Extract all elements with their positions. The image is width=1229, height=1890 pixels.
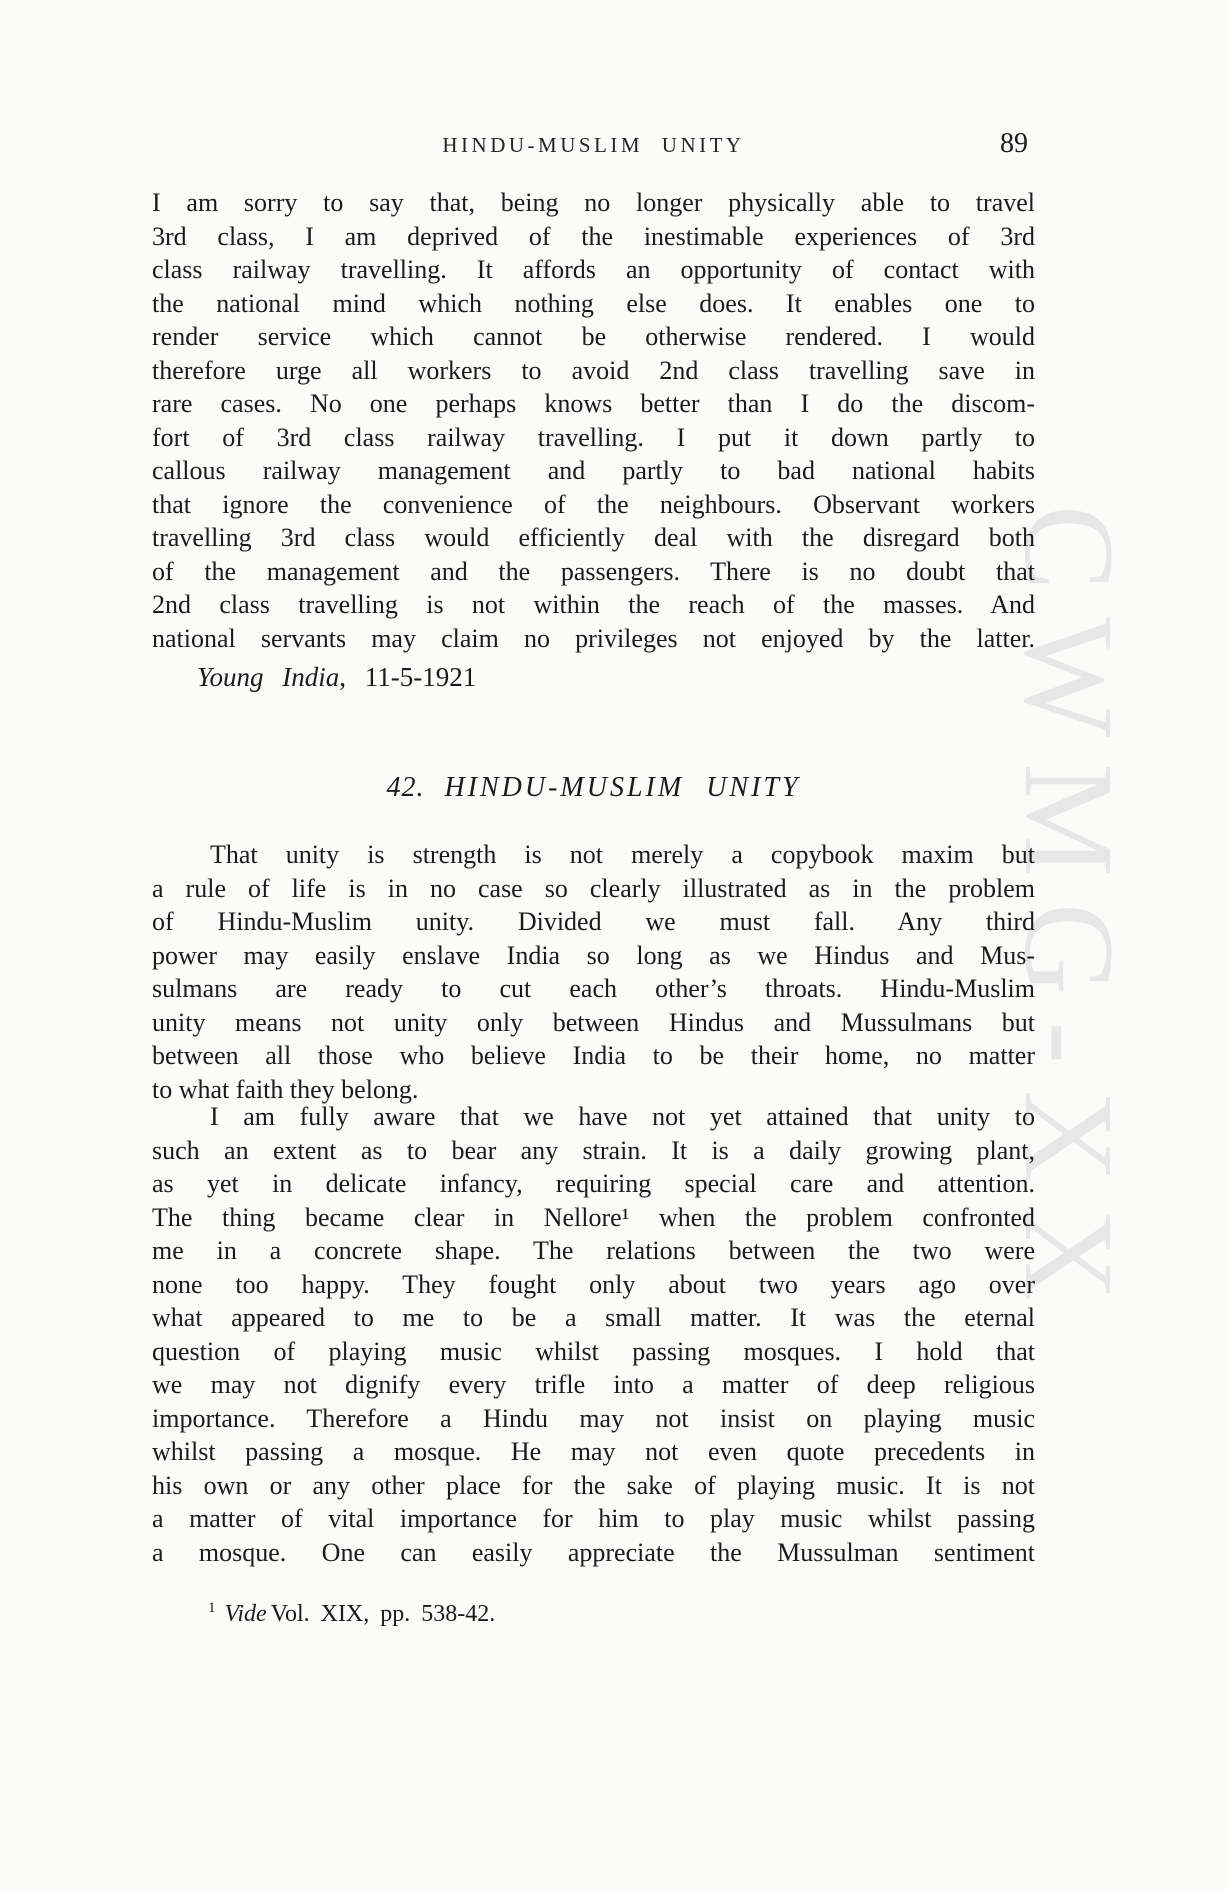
text-line: 3rd class, I am deprived of the inestimable experiences of 3rd <box>152 221 1035 251</box>
text-line: that ignore the convenience of the neighbours. Observant workers <box>152 489 1035 519</box>
text-line: therefore urge all workers to avoid 2nd class travelling save in <box>152 355 1035 385</box>
text-line: to what faith they belong. <box>152 1074 419 1104</box>
text-line: his own or any other place for the sake of playing music. It is not <box>152 1470 1035 1500</box>
footnote-marker: 1 <box>208 1600 216 1616</box>
text-line: national servants may claim no privileges not enjoyed by the latter. <box>152 623 1035 653</box>
text-line: a matter of vital importance for him to play music whilst passing <box>152 1504 1035 1533</box>
paragraph-nellore-incident <box>152 1100 1035 1569</box>
text-line: importance. Therefore a Hindu may not insist on playing music <box>152 1403 1035 1433</box>
text-line: what appeared to me to be a small matter. It was the eternal <box>152 1303 1035 1332</box>
text-line: whilst passing a mosque. He may not even quote precedents in <box>152 1437 1035 1466</box>
text-line: such an extent as to bear any strain. It is a daily growing plant, <box>152 1135 1035 1165</box>
footnote-reference: Vol. XIX, pp. 538-42. <box>270 1601 496 1627</box>
footnote <box>208 1600 495 1628</box>
text-line: a rule of life is in no case so clearly illustrated as in the problem <box>152 873 1035 903</box>
text-line: none too happy. They fought only about two years ago over <box>152 1269 1035 1299</box>
cwmg-volume-watermark: CWMG-XX <box>998 505 1140 1327</box>
text-line: we may not dignify every trifle into a matter of deep religious <box>152 1370 1035 1399</box>
paragraph-excerpt-3rd-class-travel <box>152 186 1035 655</box>
text-line: as yet in delicate infancy, requiring special care and attention. <box>152 1169 1035 1198</box>
text-line: render service which cannot be otherwise rendered. I would <box>152 322 1035 351</box>
text-line: between all those who believe India to be their home, no matter <box>152 1041 1035 1070</box>
text-line: fort of 3rd class railway travelling. I put it down partly to <box>152 422 1035 452</box>
text-line: That unity is strength is not merely a copybook maxim but <box>210 840 1035 869</box>
text-line: I am fully aware that we have not yet attained that unity to <box>210 1102 1035 1131</box>
text-line: power may easily enslave India so long as we Hindus and Mus- <box>152 940 1035 970</box>
text-line: The thing became clear in Nellore¹ when the problem confronted <box>152 1202 1035 1232</box>
text-line: a mosque. One can easily appreciate the Mussulman sentiment <box>152 1537 1035 1567</box>
text-line: question of playing music whilst passing mosques. I hold that <box>152 1336 1035 1366</box>
section-heading <box>152 772 1035 804</box>
text-line: 2nd class travelling is not within the reach of the masses. And <box>152 590 1035 619</box>
page-number: 89 <box>1000 128 1028 159</box>
text-line: travelling 3rd class would efficiently deal with the disregard both <box>152 523 1035 552</box>
citation-source-title: Young India <box>197 662 340 692</box>
footnote-vide-label: Vide <box>224 1601 267 1627</box>
text-line: the national mind which nothing else does. It enables one to <box>152 288 1035 318</box>
paragraph-unity-is-strength <box>152 838 1035 1106</box>
running-header-title: HINDU-MUSLIM UNITY <box>442 133 745 157</box>
section-title: HINDU-MUSLIM UNITY <box>444 772 801 803</box>
section-number: 42. <box>386 772 425 803</box>
text-line: callous railway management and partly to bad national habits <box>152 456 1035 485</box>
text-line: unity means not unity only between Hindus and Mussulmans but <box>152 1007 1035 1037</box>
source-citation <box>152 662 1035 693</box>
text-line: class railway travelling. It affords an opportunity of contact with <box>152 255 1035 284</box>
text-line: I am sorry to say that, being no longer physically able to travel <box>152 188 1035 217</box>
citation-date: , 11-5-1921 <box>339 662 477 692</box>
text-line: me in a concrete shape. The relations between the two were <box>152 1236 1035 1265</box>
text-line: sulmans are ready to cut each other’s throats. Hindu-Muslim <box>152 974 1035 1003</box>
text-line: rare cases. No one perhaps knows better than I do the discom- <box>152 389 1035 418</box>
text-line: of the management and the passengers. There is no doubt that <box>152 556 1035 586</box>
text-line: of Hindu-Muslim unity. Divided we must fall. Any third <box>152 907 1035 936</box>
